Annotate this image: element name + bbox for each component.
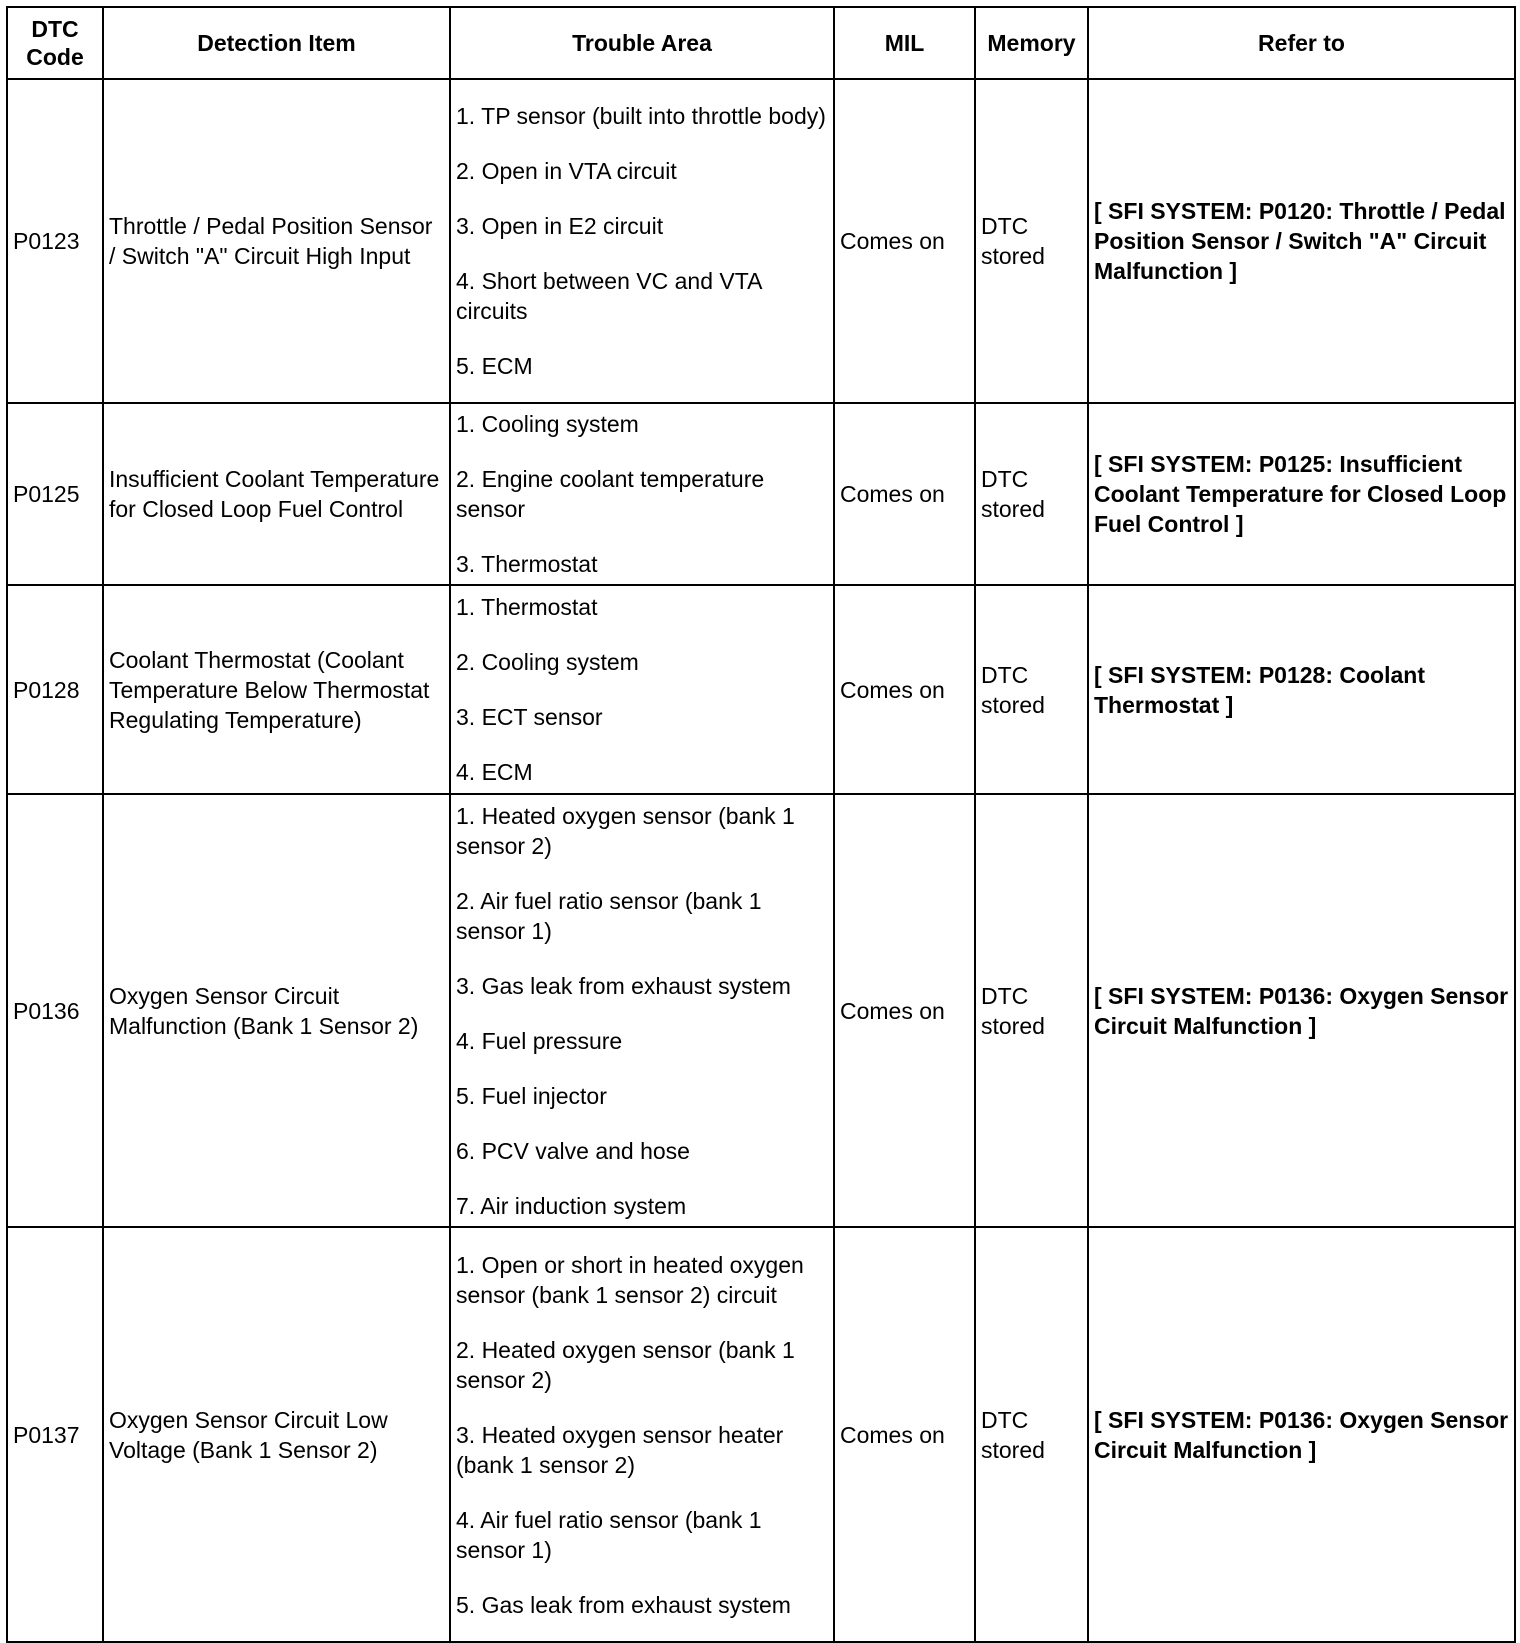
mil-cell: Comes on — [834, 79, 975, 403]
mil-cell: Comes on — [834, 585, 975, 794]
header-dtc-code-line1: DTC — [31, 16, 79, 42]
detection-item-cell: Oxygen Sensor Circuit Malfunction (Bank 1 Sensor 2) — [103, 794, 450, 1227]
header-row — [7, 7, 1515, 79]
trouble-area-item: 2. Open in VTA circuit — [456, 158, 677, 184]
trouble-area-item: 4. Short between VC and VTA circuits — [456, 268, 762, 324]
refer-to-link[interactable]: [ SFI SYSTEM: P0136: Oxygen Sensor Circuit Malfunction ] — [1088, 794, 1515, 1227]
refer-to-link[interactable]: [ SFI SYSTEM: P0136: Oxygen Sensor Circuit Malfunction ] — [1088, 1227, 1515, 1642]
detection-item-cell: Oxygen Sensor Circuit Low Voltage (Bank 1 Sensor 2) — [103, 1227, 450, 1642]
trouble-area-item: 2. Heated oxygen sensor (bank 1 sensor 2) — [456, 1336, 795, 1393]
mil-cell: Comes on — [834, 794, 975, 1227]
trouble-area-item: 1. Open or short in heated oxygen sensor (bank 1 sensor 2) circuit — [456, 1251, 804, 1308]
header-mil: MIL — [834, 7, 975, 79]
dtc-code-cell: P0128 — [7, 585, 103, 794]
refer-to-link[interactable]: [ SFI SYSTEM: P0128: Coolant Thermostat ] — [1088, 585, 1515, 794]
trouble-area-item: 2. Cooling system — [456, 649, 639, 675]
header-dtc-code — [7, 7, 103, 79]
trouble-area-item: 4. ECM — [456, 759, 533, 785]
trouble-area-item: 5. ECM — [456, 353, 533, 379]
table-body — [7, 79, 1515, 1642]
trouble-area-item: 2. Engine coolant temperature sensor — [456, 466, 765, 522]
trouble-area-cell — [450, 794, 834, 1227]
dtc-code-cell: P0125 — [7, 403, 103, 585]
trouble-area-item: 1. TP sensor (built into throttle body) — [456, 103, 826, 129]
trouble-area-item: 4. Air fuel ratio sensor (bank 1 sensor 1) — [456, 1506, 762, 1563]
header-detection-item: Detection Item — [103, 7, 450, 79]
detection-item-cell: Throttle / Pedal Position Sensor / Switch "A" Circuit High Input — [103, 79, 450, 403]
table-header — [7, 7, 1515, 79]
table-row — [7, 794, 1515, 1227]
refer-to-link[interactable]: [ SFI SYSTEM: P0120: Throttle / Pedal Position Sensor / Switch "A" Circuit Malfunction ] — [1088, 79, 1515, 403]
header-dtc-code-line2: Code — [26, 44, 84, 70]
dtc-table — [6, 6, 1516, 1643]
refer-to-link[interactable]: [ SFI SYSTEM: P0125: Insufficient Coolant Temperature for Closed Loop Fuel Control ] — [1088, 403, 1515, 585]
detection-item-cell: Insufficient Coolant Temperature for Closed Loop Fuel Control — [103, 403, 450, 585]
trouble-area-cell — [450, 1227, 834, 1642]
trouble-area-item: 4. Fuel pressure — [456, 1027, 623, 1054]
header-memory: Memory — [975, 7, 1088, 79]
table-row — [7, 79, 1515, 403]
table-row — [7, 585, 1515, 794]
header-refer-to: Refer to — [1088, 7, 1515, 79]
trouble-area-item: 3. Heated oxygen sensor heater (bank 1 sensor 2) — [456, 1421, 784, 1478]
table-row — [7, 1227, 1515, 1642]
trouble-area-item: 3. ECT sensor — [456, 704, 603, 730]
trouble-area-item: 7. Air induction system — [456, 1192, 687, 1219]
trouble-area-item: 1. Cooling system — [456, 411, 639, 437]
header-trouble-area: Trouble Area — [450, 7, 834, 79]
memory-cell: DTC stored — [975, 585, 1088, 794]
table-row — [7, 403, 1515, 585]
trouble-area-item: 3. Gas leak from exhaust system — [456, 972, 791, 999]
mil-cell: Comes on — [834, 403, 975, 585]
memory-cell: DTC stored — [975, 794, 1088, 1227]
dtc-code-cell: P0137 — [7, 1227, 103, 1642]
trouble-area-item: 1. Thermostat — [456, 594, 598, 620]
trouble-area-item: 5. Fuel injector — [456, 1082, 607, 1109]
trouble-area-item: 3. Open in E2 circuit — [456, 213, 664, 239]
trouble-area-cell — [450, 403, 834, 585]
trouble-area-cell — [450, 585, 834, 794]
trouble-area-item: 1. Heated oxygen sensor (bank 1 sensor 2) — [456, 802, 795, 859]
memory-cell: DTC stored — [975, 403, 1088, 585]
trouble-area-item: 5. Gas leak from exhaust system — [456, 1591, 791, 1618]
trouble-area-item: 2. Air fuel ratio sensor (bank 1 sensor 1) — [456, 887, 762, 944]
dtc-code-cell: P0123 — [7, 79, 103, 403]
trouble-area-item: 6. PCV valve and hose — [456, 1137, 690, 1164]
memory-cell: DTC stored — [975, 1227, 1088, 1642]
trouble-area-item: 3. Thermostat — [456, 551, 598, 577]
memory-cell: DTC stored — [975, 79, 1088, 403]
mil-cell: Comes on — [834, 1227, 975, 1642]
dtc-code-cell: P0136 — [7, 794, 103, 1227]
trouble-area-cell — [450, 79, 834, 403]
detection-item-cell: Coolant Thermostat (Coolant Temperature Below Thermostat Regulating Temperature) — [103, 585, 450, 794]
